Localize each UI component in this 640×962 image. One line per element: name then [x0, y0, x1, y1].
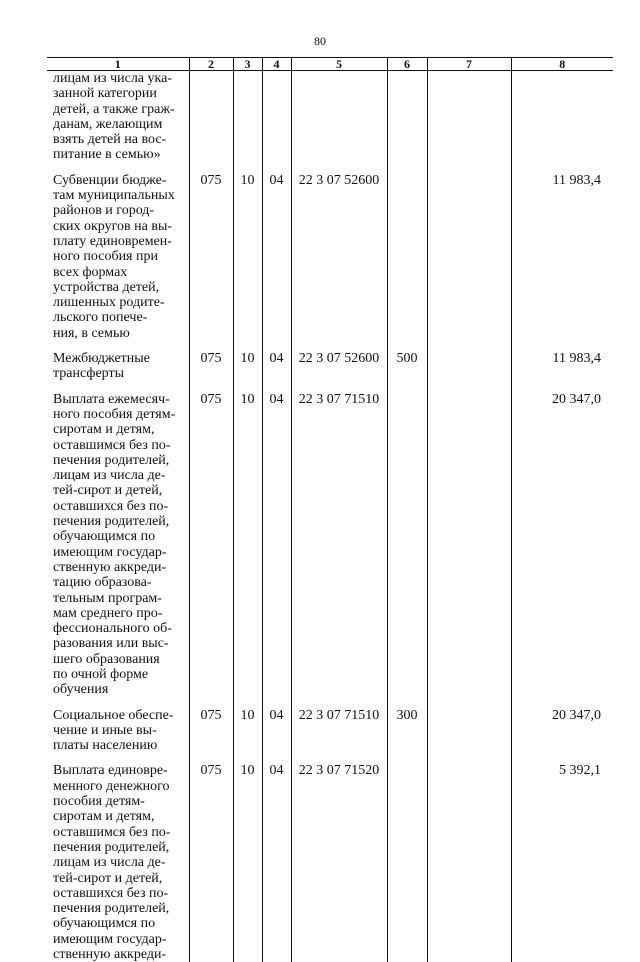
section-cell: 10: [233, 173, 262, 341]
spacer-cell: [291, 753, 387, 763]
admin-code-cell: 075: [189, 173, 233, 341]
subsection-cell: 04: [262, 763, 291, 962]
row-spacer: [47, 382, 613, 392]
amount-cell: 11 983,4: [511, 351, 613, 382]
col7-cell: [427, 351, 511, 382]
spacer-cell: [387, 698, 427, 708]
section-cell: 10: [233, 708, 262, 754]
spacer-cell: [233, 753, 262, 763]
header-cell: 5: [291, 58, 387, 71]
table-row: [47, 392, 613, 698]
expense-type-cell: [387, 71, 427, 163]
table-row: [47, 351, 613, 382]
spacer-cell: [511, 382, 613, 392]
table-row: [47, 708, 613, 754]
target-article-cell: 22 3 07 52600: [291, 351, 387, 382]
section-cell: 10: [233, 392, 262, 698]
row-name-cell: Выплата ежемесяч- ного пособия детям- сиротам и детям, оставшимся без по- печения родителей, лицам из числа де- тей-сирот и детей, оставшихся без по- печения родителей, обучающимся по имеющим государ- ственную аккреди- тацию образова- тельным програм- мам среднего про- фессионального об- разования или выс- шего образования по очной форме обучения: [47, 392, 189, 698]
row-spacer: [47, 341, 613, 351]
spacer-cell: [262, 698, 291, 708]
target-article-cell: 22 3 07 71510: [291, 708, 387, 754]
expense-type-cell: [387, 173, 427, 341]
spacer-cell: [189, 382, 233, 392]
spacer-cell: [233, 382, 262, 392]
row-name-cell: лицам из числа ука- занной категории детей, а также граж- данам, желающим взять детей на вос- питание в семью»: [47, 71, 189, 163]
subsection-cell: [262, 71, 291, 163]
header-row: [47, 58, 613, 71]
col7-cell: [427, 763, 511, 962]
spacer-cell: [291, 163, 387, 173]
table-row: [47, 763, 613, 962]
spacer-cell: [47, 341, 189, 351]
target-article-cell: [291, 71, 387, 163]
subsection-cell: 04: [262, 708, 291, 754]
subsection-cell: 04: [262, 173, 291, 341]
amount-cell: 20 347,0: [511, 392, 613, 698]
table-row: [47, 173, 613, 341]
budget-table-container: [47, 57, 613, 962]
spacer-cell: [189, 698, 233, 708]
expense-type-cell: 300: [387, 708, 427, 754]
target-article-cell: 22 3 07 71520: [291, 763, 387, 962]
spacer-cell: [387, 163, 427, 173]
spacer-cell: [387, 341, 427, 351]
amount-cell: 5 392,1: [511, 763, 613, 962]
spacer-cell: [427, 753, 511, 763]
section-cell: 10: [233, 351, 262, 382]
spacer-cell: [262, 753, 291, 763]
spacer-cell: [189, 341, 233, 351]
section-cell: [233, 71, 262, 163]
row-spacer: [47, 163, 613, 173]
spacer-cell: [427, 163, 511, 173]
section-cell: 10: [233, 763, 262, 962]
spacer-cell: [233, 341, 262, 351]
header-cell: 2: [189, 58, 233, 71]
header-cell: 7: [427, 58, 511, 71]
header-cell: 1: [47, 58, 189, 71]
amount-cell: [511, 71, 613, 163]
spacer-cell: [47, 163, 189, 173]
col7-cell: [427, 708, 511, 754]
spacer-cell: [427, 341, 511, 351]
admin-code-cell: 075: [189, 392, 233, 698]
spacer-cell: [47, 698, 189, 708]
table-row: [47, 71, 613, 163]
spacer-cell: [233, 163, 262, 173]
spacer-cell: [291, 698, 387, 708]
spacer-cell: [511, 753, 613, 763]
row-name-cell: Выплата единовре- менного денежного пособия детям- сиротам и детям, оставшимся без по- печения родителей, лицам из числа де- тей-сирот и детей, оставшихся без по- печения родителей, обучающимся по имеющим государ- ственную аккреди-: [47, 763, 189, 962]
header-cell: 4: [262, 58, 291, 71]
admin-code-cell: 075: [189, 763, 233, 962]
subsection-cell: 04: [262, 392, 291, 698]
spacer-cell: [511, 698, 613, 708]
spacer-cell: [233, 698, 262, 708]
spacer-cell: [427, 382, 511, 392]
spacer-cell: [47, 382, 189, 392]
spacer-cell: [291, 341, 387, 351]
spacer-cell: [427, 698, 511, 708]
expense-type-cell: [387, 392, 427, 698]
col7-cell: [427, 392, 511, 698]
col7-cell: [427, 173, 511, 341]
header-cell: 3: [233, 58, 262, 71]
target-article-cell: 22 3 07 52600: [291, 173, 387, 341]
row-name-cell: Межбюджетные трансферты: [47, 351, 189, 382]
amount-cell: 11 983,4: [511, 173, 613, 341]
row-name-cell: Субвенции бюдже- там муниципальных районов и город- ских округов на вы- плату единовремен- ного пособия при всех формах устройства детей, лишенных родите- льского попече- ния, в семью: [47, 173, 189, 341]
row-name-cell: Социальное обеспе- чение и иные вы- платы населению: [47, 708, 189, 754]
row-spacer: [47, 753, 613, 763]
spacer-cell: [511, 341, 613, 351]
admin-code-cell: 075: [189, 708, 233, 754]
col7-cell: [427, 71, 511, 163]
subsection-cell: 04: [262, 351, 291, 382]
budget-table: [47, 57, 613, 962]
spacer-cell: [387, 382, 427, 392]
spacer-cell: [262, 382, 291, 392]
row-spacer: [47, 698, 613, 708]
spacer-cell: [262, 163, 291, 173]
expense-type-cell: 500: [387, 351, 427, 382]
spacer-cell: [189, 753, 233, 763]
spacer-cell: [387, 753, 427, 763]
header-cell: 6: [387, 58, 427, 71]
spacer-cell: [511, 163, 613, 173]
header-cell: 8: [511, 58, 613, 71]
page-number: 80: [0, 34, 640, 49]
spacer-cell: [291, 382, 387, 392]
expense-type-cell: [387, 763, 427, 962]
amount-cell: 20 347,0: [511, 708, 613, 754]
spacer-cell: [262, 341, 291, 351]
spacer-cell: [47, 753, 189, 763]
target-article-cell: 22 3 07 71510: [291, 392, 387, 698]
admin-code-cell: 075: [189, 351, 233, 382]
table-body: [47, 71, 613, 962]
spacer-cell: [189, 163, 233, 173]
admin-code-cell: [189, 71, 233, 163]
